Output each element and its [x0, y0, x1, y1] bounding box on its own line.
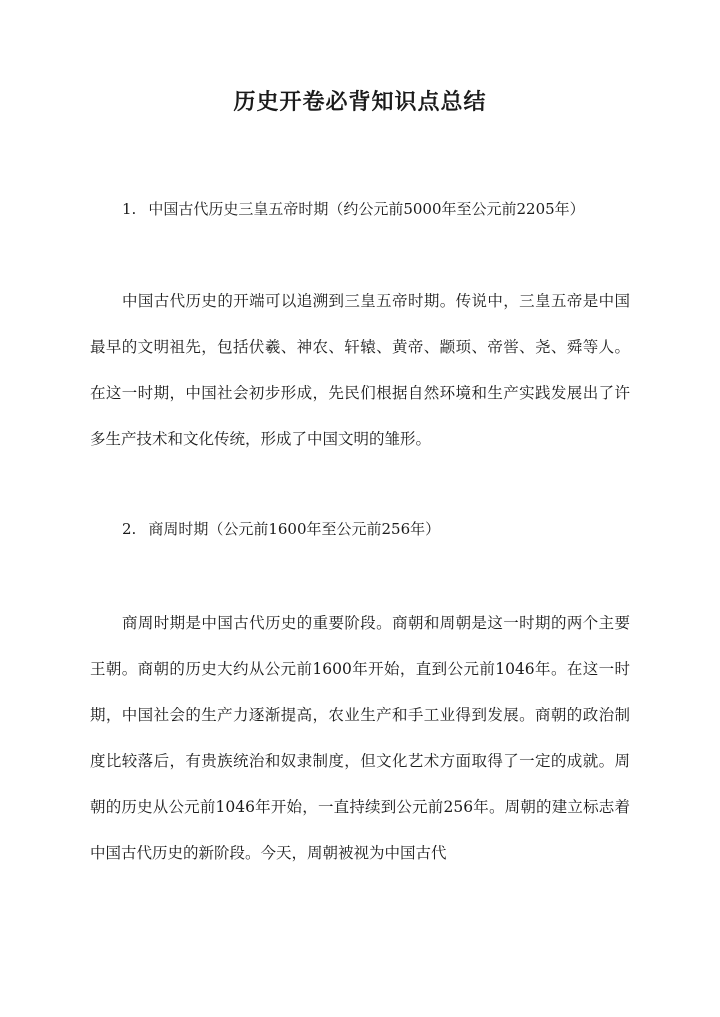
- section-paragraph-2: 商周时期是中国古代历史的重要阶段。商朝和周朝是这一时期的两个主要王朝。商朝的历史大约从公元前1600年开始，直到公元前1046年。在这一时期，中国社会的生产力逐渐提高，农业生产和手工业得到发展。商朝的政治制度比较落后，有贵族统治和奴隶制度，但文化艺术方面取得了一定的成就。周朝的历史从公元前1046年开始，一直持续到公元前256年。周朝的建立标志着中国古代历史的新阶段。今天，周朝被视为中国古代: [90, 614, 630, 862]
- section-heading-text: 商周时期（公元前1600年至公元前256年）: [148, 520, 441, 538]
- document-title: 历史开卷必背知识点总结: [233, 89, 487, 115]
- section-number: 2.: [122, 520, 137, 538]
- section-paragraph-1: 中国古代历史的开端可以追溯到三皇五帝时期。传说中，三皇五帝是中国最早的文明祖先，包括伏羲、神农、轩辕、黄帝、颛顼、帝喾、尧、舜等人。在这一时期，中国社会初步形成，先民们根据自然环境和生产实践发展出了许多生产技术和文化传统，形成了中国文明的雏形。: [90, 292, 630, 448]
- section-heading-text: 中国古代历史三皇五帝时期（约公元前5000年至公元前2205年）: [148, 200, 585, 218]
- section-heading-1: [122, 197, 585, 221]
- section-heading-2: [122, 517, 440, 541]
- section-number: 1.: [122, 200, 137, 218]
